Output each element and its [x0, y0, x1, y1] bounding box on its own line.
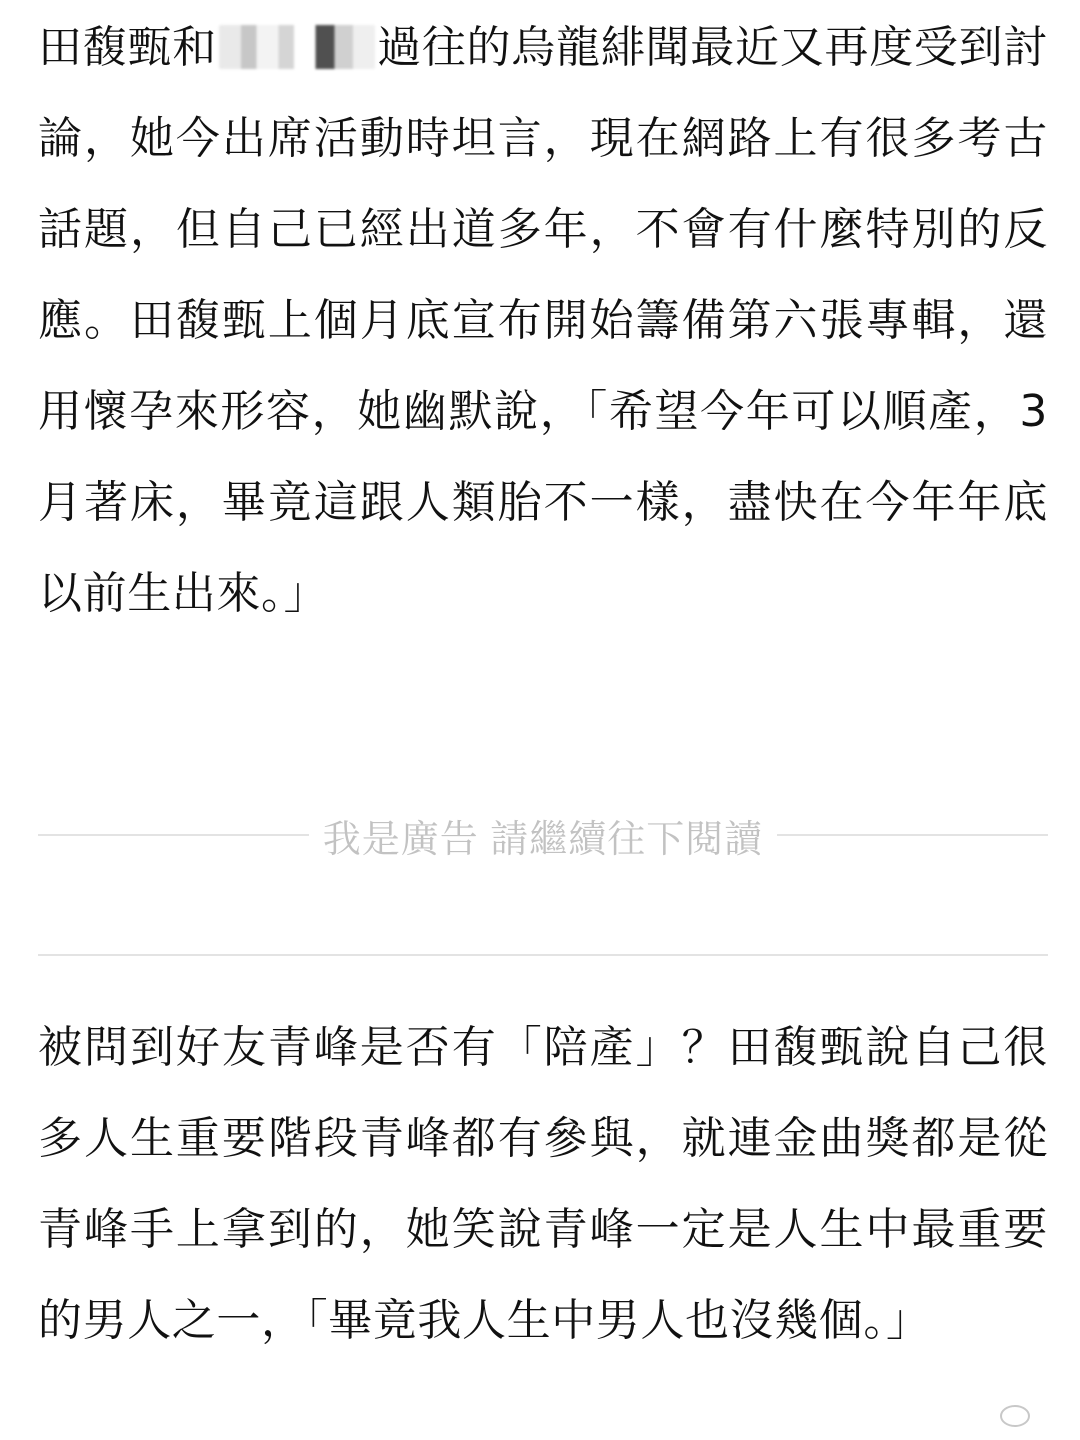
ad-divider-label: 我是廣告 請繼續往下閱讀 [322, 818, 764, 861]
article-paragraph-1 [38, 2, 1048, 639]
ad-divider-line-right [777, 834, 1048, 836]
watermark [1000, 1398, 1030, 1434]
weibo-watermark-icon [1000, 1405, 1030, 1427]
ad-bottom-divider [38, 954, 1048, 956]
paragraph-1-text-start: 田馥甄和 [38, 22, 217, 73]
redacted-name-blur [219, 25, 375, 69]
ad-divider [38, 805, 1048, 865]
paragraph-1-text-rest: 過往的烏龍緋聞最近又再度受到討論，她今出席活動時坦言，現在網路上有很多考古話題，但自己已經出道多年，不會有什麼特別的反應。田馥甄上個月底宣布開始籌備第六張專輯，還用懷孕來形容，她幽默說，「希望今年可以順產，3月著床，畢竟這跟人類胎不一樣，盡快在今年年底以前生出來。」 [38, 22, 1048, 619]
article-paragraph-2: 被問到好友青峰是否有「陪產」？田馥甄說自己很多人生重要階段青峰都有參與，就連金曲獎都是從青峰手上拿到的，她笑說青峰一定是人生中最重要的男人之一，「畢竟我人生中男人也沒幾個。」 [38, 1022, 1048, 1346]
article-body [38, 0, 1048, 1440]
ad-divider-line-left [38, 834, 309, 836]
